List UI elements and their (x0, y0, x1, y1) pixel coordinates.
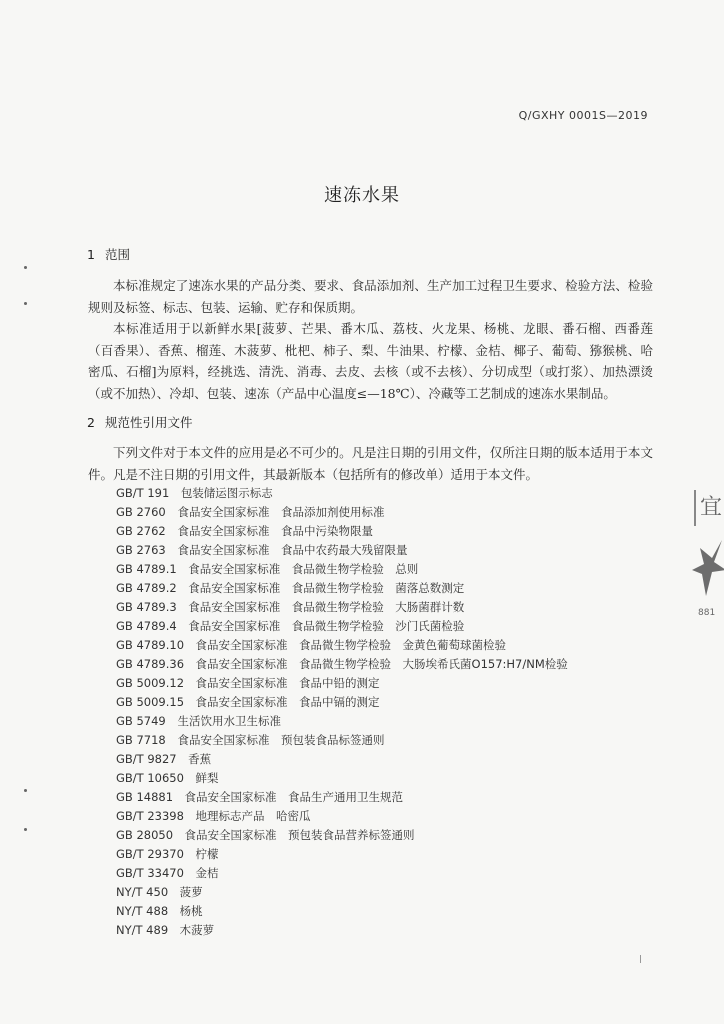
reference-title: 食品安全国家标准 预包装食品营养标签通则 (184, 828, 415, 842)
reference-title: 食品安全国家标准 食品微生物学检验 大肠埃希氏菌O157:H7/NM检验 (195, 657, 568, 671)
reference-item (116, 712, 568, 731)
reference-title: 食品安全国家标准 食品中铅的测定 (195, 676, 380, 690)
reference-title: 食品安全国家标准 食品微生物学检验 总则 (188, 562, 419, 576)
references-intro-paragraph: 下列文件对于本文件的应用是必不可少的。凡是注日期的引用文件，仅所注日期的版本适用于本文件。凡是不注日期的引用文件，其最新版本（包括所有的修改单）适用于本文件。 (88, 445, 653, 482)
reference-title: 菠萝 (179, 885, 203, 899)
reference-code: NY/T 450 (116, 885, 169, 899)
reference-item (116, 636, 568, 655)
seal-stamp (686, 480, 724, 640)
reference-title: 木菠萝 (179, 923, 215, 937)
reference-code: GB/T 10650 (116, 771, 184, 785)
section-2-heading (87, 413, 193, 431)
reference-title: 食品安全国家标准 食品中镉的测定 (195, 695, 380, 709)
reference-item (116, 845, 568, 864)
reference-code: GB 2760 (116, 505, 166, 519)
reference-title: 生活饮用水卫生标准 (177, 714, 281, 728)
standard-code: Q/GXHY 0001S—2019 (518, 109, 648, 122)
reference-title: 食品安全国家标准 预包装食品标签通则 (177, 733, 385, 747)
reference-item (116, 674, 568, 693)
reference-code: GB 5009.15 (116, 695, 185, 709)
reference-code: GB/T 9827 (116, 752, 177, 766)
reference-code: GB 7718 (116, 733, 166, 747)
reference-list (116, 484, 568, 940)
section-title: 范围 (105, 247, 131, 262)
scope-paragraph-1: 本标准规定了速冻水果的产品分类、要求、食品添加剂、生产加工过程卫生要求、检验方法、检验规则及标签、标志、包装、运输、贮存和保质期。 (88, 278, 653, 315)
section-1-heading (87, 245, 130, 263)
reference-title: 包装储运图示标志 (180, 486, 273, 500)
star-icon (692, 540, 724, 596)
scope-paragraph-2: 本标准适用于以新鲜水果[菠萝、芒果、番木瓜、荔枝、火龙果、杨桃、龙眼、番石榴、西番莲（百香果）、香蕉、榴莲、木菠萝、枇杷、柿子、梨、牛油果、柠檬、金桔、椰子、葡萄、猕猴桃、哈密瓜、石榴]为原料，经挑选、清洗、消毒、去皮、去核（或不去核）、分切成型（或打浆）、加热漂烫（或不加热）、冷却、包装、速冻（产品中心温度≤—18℃）、冷藏等工艺制成的速冻水果制品。 (88, 321, 653, 401)
reference-title: 食品安全国家标准 食品微生物学检验 沙门氏菌检验 (188, 619, 465, 633)
reference-item (116, 560, 568, 579)
margin-dot (24, 266, 27, 269)
reference-title: 鲜梨 (195, 771, 219, 785)
reference-code: NY/T 489 (116, 923, 169, 937)
margin-dot (24, 302, 27, 305)
reference-title: 柠檬 (195, 847, 219, 861)
reference-title: 食品安全国家标准 食品微生物学检验 菌落总数测定 (188, 581, 465, 595)
reference-item (116, 579, 568, 598)
reference-item (116, 750, 568, 769)
reference-title: 食品安全国家标准 食品生产通用卫生规范 (184, 790, 404, 804)
reference-item (116, 769, 568, 788)
reference-code: GB 5009.12 (116, 676, 185, 690)
reference-code: GB 4789.10 (116, 638, 185, 652)
reference-code: GB 4789.4 (116, 619, 177, 633)
reference-title: 地理标志产品 哈密瓜 (195, 809, 311, 823)
reference-item (116, 731, 568, 750)
reference-code: GB/T 191 (116, 486, 170, 500)
reference-title: 食品安全国家标准 食品微生物学检验 金黄色葡萄球菌检验 (195, 638, 507, 652)
reference-code: GB 28050 (116, 828, 174, 842)
reference-title: 食品安全国家标准 食品微生物学检验 大肠菌群计数 (188, 600, 465, 614)
reference-item (116, 826, 568, 845)
reference-item (116, 522, 568, 541)
margin-dot (24, 789, 27, 792)
section-number: 1 (87, 247, 95, 262)
reference-code: GB/T 29370 (116, 847, 184, 861)
reference-code: GB 5749 (116, 714, 166, 728)
reference-title: 食品安全国家标准 食品添加剂使用标准 (177, 505, 385, 519)
reference-code: GB/T 33470 (116, 866, 184, 880)
reference-item (116, 503, 568, 522)
reference-item (116, 598, 568, 617)
reference-title: 金桔 (195, 866, 219, 880)
reference-item (116, 807, 568, 826)
reference-title: 杨桃 (179, 904, 203, 918)
reference-item (116, 655, 568, 674)
reference-item (116, 864, 568, 883)
reference-title: 食品安全国家标准 食品中农药最大残留限量 (177, 543, 408, 557)
page-mark (640, 955, 641, 963)
reference-code: GB 4789.1 (116, 562, 177, 576)
reference-item (116, 617, 568, 636)
margin-dot (24, 828, 27, 831)
document-title: 速冻水果 (324, 185, 400, 206)
reference-item (116, 541, 568, 560)
stamp-character: 宜 (694, 490, 724, 526)
reference-item (116, 902, 568, 921)
reference-code: GB/T 23398 (116, 809, 184, 823)
reference-item (116, 788, 568, 807)
reference-item (116, 484, 568, 503)
reference-title: 食品安全国家标准 食品中污染物限量 (177, 524, 373, 538)
section-title: 规范性引用文件 (105, 415, 193, 430)
reference-code: GB 4789.36 (116, 657, 185, 671)
reference-code: GB 4789.3 (116, 600, 177, 614)
reference-code: GB 4789.2 (116, 581, 177, 595)
reference-code: GB 2762 (116, 524, 166, 538)
reference-code: GB 14881 (116, 790, 174, 804)
reference-item (116, 921, 568, 940)
section-number: 2 (87, 415, 95, 430)
reference-code: GB 2763 (116, 543, 166, 557)
reference-item (116, 883, 568, 902)
reference-code: NY/T 488 (116, 904, 169, 918)
reference-title: 香蕉 (188, 752, 212, 766)
stamp-number: 881 (698, 608, 716, 618)
reference-item (116, 693, 568, 712)
